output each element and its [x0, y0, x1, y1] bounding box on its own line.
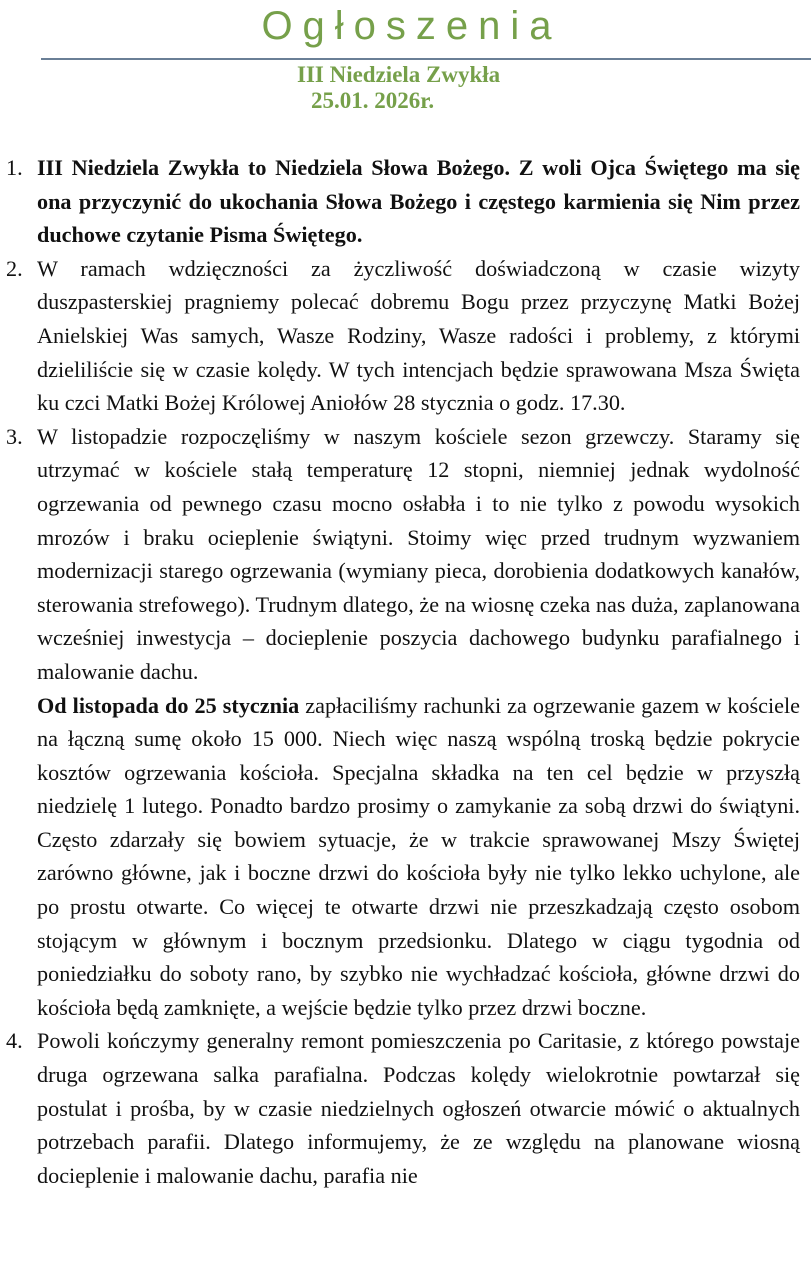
item-number: 2.: [6, 255, 23, 281]
announcement-item-3: [0, 420, 800, 1025]
liturgical-day: III Niedziela Zwykła: [297, 62, 501, 87]
item-bold-phrase: Od listopada do 25 stycznia: [37, 692, 300, 718]
item-text: Powoli kończymy generalny remont pomieszczenia po Caritasie, z którego powstaje druga ogrzewana salka parafialna. Podczas kolędy wielokrotnie powtarzał się postulat i prośba, by w czasie niedzielnych ogłoszeń otwarcie mówić o aktualnych potrzebach parafii. Dlatego informujemy, że ze względu na planowane wiosną docieplenie i malowanie dachu, parafia nie: [37, 1028, 800, 1188]
item-number: 1.: [6, 155, 23, 180]
item-number: 3.: [6, 423, 23, 449]
item-text: W ramach wdzięczności za życzliwość doświadczoną w czasie wizyty duszpasterskiej pragniemy polecać dobremu Bogu przez przyczynę Matki Bożej Anielskiej Was samych, Wasze Rodziny, Wasze radości i problemy, z którymi dzieliliście się w czasie kolędy. W tych intencjach będzie sprawowana Msza Święta ku czci Matki Bożej Królowej Aniołów 28 stycznia o godz. 17.30.: [37, 255, 800, 416]
item-text: W listopadzie rozpoczęliśmy w naszym kościele sezon grzewczy. Staramy się utrzymać w kościele stałą temperaturę 12 stopni, niemniej jednak wydolność ogrzewania od pewnego czasu mocno osłabła i to nie tylko z powodu wysokich mrozów i braku ocieplenie świątyni. Stoimy więc przed trudnym wyzwaniem modernizacji starego ogrzewania (wymiany pieca, dorobienia dodatkowych kanałów, sterowania strefowego). Trudnym dlatego, że na wiosnę czeka nas duża, zaplanowana wcześniej inwestycja – docieplenie poszycia dachowego budynku parafialnego i malowanie dachu.: [37, 423, 800, 684]
item-text: III Niedziela Zwykła to Niedziela Słowa Bożego. Z woli Ojca Świętego ma się ona przyczynić do ukochania Słowa Bożego i częstego karmienia się Nim przez duchowe czytanie Pisma Świętego.: [37, 155, 800, 248]
page-title: Ogłoszenia: [261, 4, 562, 48]
announcement-item-4: [0, 1024, 800, 1192]
item-text-continued: zapłaciliśmy rachunki za ogrzewanie gazem w kościele na łączną sumę około 15 000. Niech więc naszą wspólną troską będzie pokrycie kosztów ogrzewania kościoła. Specjalna składka na ten cel będzie w przyszłą niedzielę 1 lutego. Ponadto bardzo prosimy o zamykanie za sobą drzwi do świątyni. Często zdarzały się bowiem sytuacje, że w trakcie sprawowanej Mszy Świętej zarówno główne, jak i boczne drzwi do kościoła były nie tylko lekko uchylone, ale po prostu otwarte. Co więcej te otwarte drzwi nie przeszkadzają często osobom stojącym w głównym i bocznym przedsionku. Dlatego w ciągu tygodnia od poniedziałku do soboty rano, by szybko nie wychładzać kościoła, główne drzwi do kościoła będą zamknięte, a wejście będzie tylko przez drzwi boczne.: [37, 692, 800, 1020]
announcement-date: 25.01. 2026r.: [311, 88, 435, 113]
title-divider: [41, 58, 811, 60]
announcement-item-2: [0, 252, 800, 420]
item-number: 4.: [6, 1028, 23, 1054]
announcements-list: [0, 151, 800, 1192]
announcement-item-1: [0, 151, 800, 252]
